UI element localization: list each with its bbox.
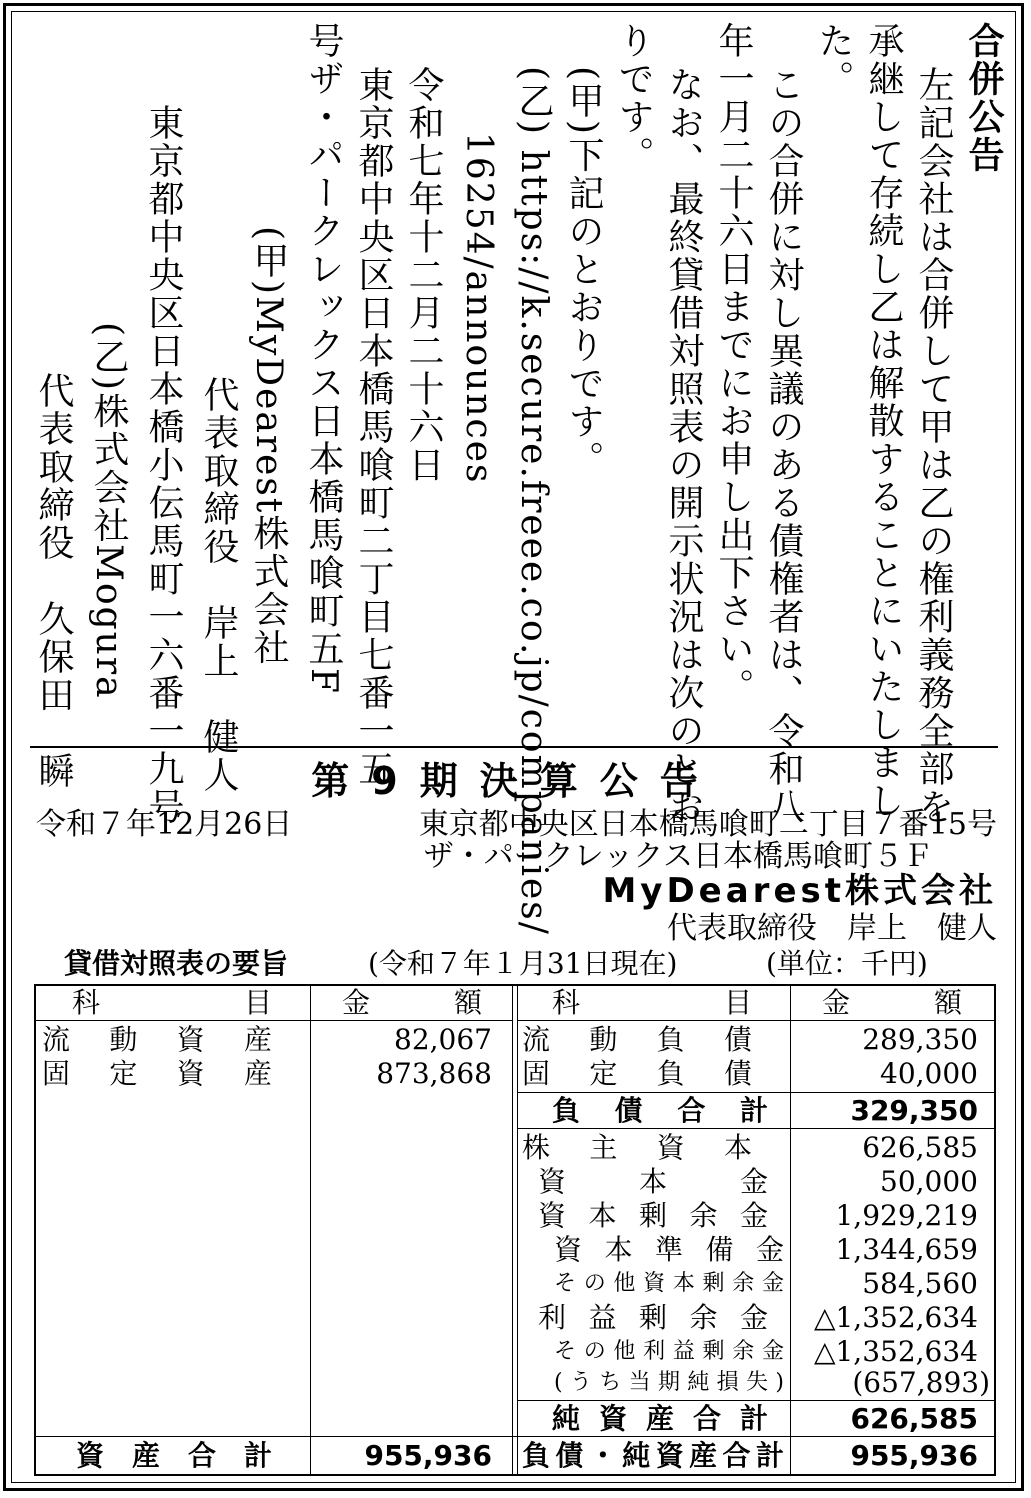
equity-label: 利益剰余金: [538, 1301, 768, 1334]
merger-text-line: (甲)MyDearest株式会社: [248, 226, 289, 667]
merger-text-line: 東京都中央区日本橋小伝馬町一六番一九号: [143, 104, 184, 826]
company-address-line1: 東京都中央区日本橋馬喰町二丁目７番15号: [418, 807, 997, 842]
equity-value: 50,000: [880, 1165, 978, 1198]
merger-text-line: この合併に対し異議のある債権者は、令和八: [763, 66, 804, 826]
asset-value: 873,868: [376, 1057, 492, 1090]
row-rule: [36, 1436, 994, 1437]
equity-value: △1,352,634: [813, 1335, 978, 1368]
merger-text-line: (甲)下記のとおりです。: [563, 66, 604, 479]
asset-label: 固定資産: [42, 1057, 272, 1090]
asset-value: 82,067: [394, 1023, 492, 1056]
merger-text-line: 左記会社は合併して甲は乙の権利義務全部を: [913, 66, 954, 826]
company-name: MyDearest株式会社: [602, 871, 997, 911]
row-rule: [518, 1400, 994, 1401]
assets-total-value: 955,936: [364, 1439, 492, 1472]
merger-text-line: 令和七年十二月二十六日: [403, 66, 444, 484]
asset-label: 流動資産: [42, 1023, 272, 1056]
balance-sheet-title: 貸借対照表の要旨: [64, 947, 289, 980]
announcement-title: 第9期決算公告: [311, 759, 720, 803]
equity-label: その他利益剰余金: [554, 1339, 784, 1364]
liability-value: 289,350: [862, 1023, 978, 1056]
equity-label: その他資本剰余金: [554, 1271, 784, 1296]
merger-text-line: 号ザ・パークレックス日本橋馬喰町五F: [303, 22, 344, 695]
header-amount-right: 金額: [822, 986, 962, 1019]
merger-text-line: 代表取締役 岸上 健人: [198, 376, 239, 794]
merger-text-line: (乙) https://k.secure.freee.co.jp/companies/: [513, 66, 554, 936]
equity-total-label: 純資産合計: [552, 1402, 768, 1435]
equity-value: △1,352,634: [813, 1301, 978, 1334]
merger-text-line: 東京都中央区日本橋馬喰町二丁目七番一五: [353, 66, 394, 788]
merger-text-line: 代表取締役 久保田 瞬: [33, 372, 74, 790]
header-amount-left: 金額: [342, 986, 482, 1019]
representative: 代表取締役 岸上 健人: [667, 911, 997, 946]
liability-label: 流動負債: [522, 1023, 752, 1056]
merger-text-line: た。: [813, 22, 854, 98]
balance-sheet-unit: (単位：千円): [766, 947, 928, 980]
liabilities-total-label: 負債合計: [552, 1094, 768, 1127]
merger-text-line: 承継して存続し乙は解散することにいたしまし: [863, 22, 904, 820]
equity-value: 626,585: [862, 1131, 978, 1164]
liabilities-total-value: 329,350: [850, 1094, 978, 1127]
balance-sheet-date: (令和７年１月31日現在): [368, 947, 678, 980]
equity-label: 資本準備金: [554, 1233, 784, 1266]
column-rule: [310, 986, 311, 1474]
merger-text-line: りです。: [613, 22, 654, 174]
equity-label: (うち当期純損失): [554, 1370, 784, 1395]
grand-total-label: 負債・純資産合計: [522, 1439, 784, 1472]
equity-label: 資本剰余金: [538, 1199, 768, 1232]
row-rule: [36, 1020, 512, 1021]
assets-total-label: 資産合計: [76, 1439, 272, 1472]
equity-value: (657,893): [852, 1366, 990, 1399]
equity-value: 1,929,219: [835, 1199, 978, 1232]
section-divider: [30, 746, 998, 748]
merger-text-line: 16254/announces: [458, 132, 499, 485]
company-address-line2: ザ・パークレックス日本橋馬喰町５Ｆ: [423, 839, 933, 874]
header-item-left: 科目: [72, 986, 272, 1019]
equity-value: 584,560: [862, 1267, 978, 1300]
equity-label: 株主資本: [522, 1131, 752, 1164]
equity-label: 資本金: [538, 1165, 768, 1198]
row-rule: [518, 1128, 994, 1129]
row-rule: [518, 1020, 994, 1021]
liability-label: 固定負債: [522, 1057, 752, 1090]
balance-sheet-table: [34, 984, 996, 1476]
merger-text-line: (乙)株式会社Mogura: [88, 322, 129, 700]
announcement-date: 令和７年12月26日: [36, 807, 293, 842]
liability-value: 40,000: [880, 1057, 978, 1090]
merger-text-line: 年一月二十六日までにお申し出下さい。: [713, 22, 754, 706]
equity-value: 1,344,659: [835, 1233, 978, 1266]
row-rule: [518, 1092, 994, 1093]
equity-total-value: 626,585: [850, 1402, 978, 1435]
grand-total-value: 955,936: [850, 1439, 978, 1472]
header-item-right: 科目: [552, 986, 752, 1019]
merger-title: 合併公告: [963, 22, 1004, 174]
merger-text-line: なお、最終貸借対照表の開示状況は次のとお: [663, 66, 704, 826]
